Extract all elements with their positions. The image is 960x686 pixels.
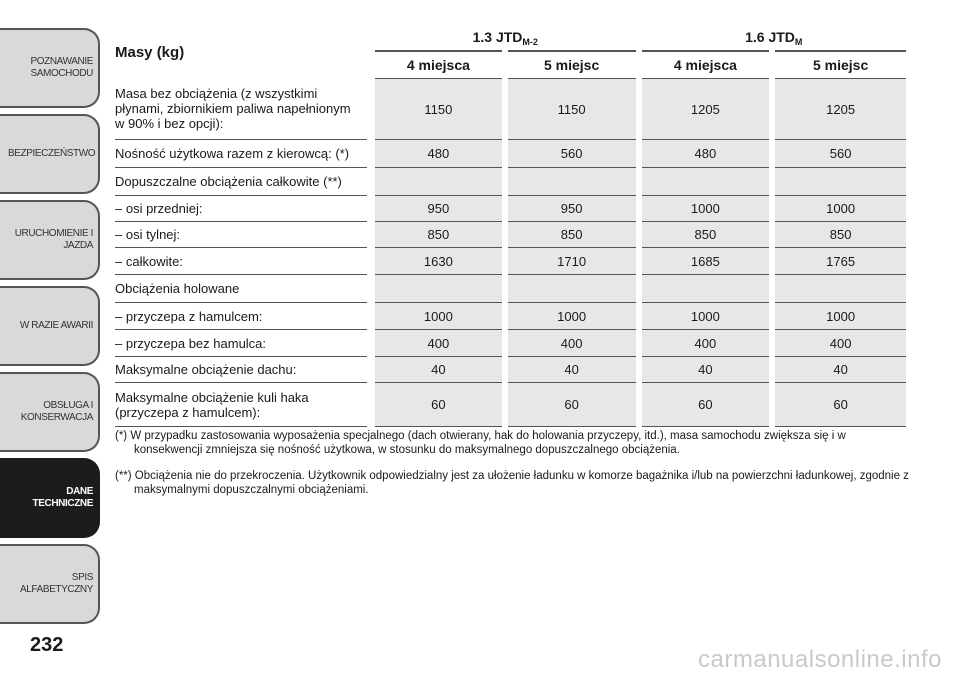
tab-poznawanie-samochodu[interactable] xyxy=(0,28,100,108)
row-value: 850 xyxy=(505,222,639,248)
row-label: – przyczepa z hamulcem: xyxy=(115,303,371,330)
row-label: Maksymalne obciążenie kuli haka (przyczepa z hamulcem): xyxy=(115,383,371,427)
tab-label: URUCHOMIENIE I JAZDA xyxy=(14,228,93,251)
row-value: 1765 xyxy=(772,248,906,275)
watermark: carmanualsonline.info xyxy=(698,646,942,673)
tab-obsluga-i-konserwacja[interactable] xyxy=(0,372,100,452)
table-row xyxy=(115,275,906,303)
mass-table-section xyxy=(115,26,909,508)
page-number: 232 xyxy=(30,634,64,656)
seats-header: 5 miejsc xyxy=(505,51,639,79)
row-value: 400 xyxy=(371,330,505,357)
table-row xyxy=(115,168,906,196)
row-value xyxy=(639,275,773,303)
row-value: 40 xyxy=(371,357,505,383)
row-label: Dopuszczalne obciążenia całkowite (**) xyxy=(115,168,371,196)
row-label: Nośność użytkowa razem z kierowcą: (*) xyxy=(115,140,371,168)
table-row xyxy=(115,357,906,383)
table-row xyxy=(115,248,906,275)
engine-name: 1.6 JTD xyxy=(745,29,795,45)
engine-header xyxy=(371,26,639,51)
row-value: 400 xyxy=(505,330,639,357)
footnote: (*) W przypadku zastosowania wyposażenia specjalnego (dach otwierany, hak do holowania przyczepy, itd.), masa samochodu zwiększa się i w konsekwencji zmniejsza się nośność użytkowa, w stosunku do maksymalnego dopuszczalnego obciążenia. xyxy=(115,430,846,456)
row-label: – całkowite: xyxy=(115,248,371,275)
row-value: 400 xyxy=(639,330,773,357)
table-row xyxy=(115,79,906,140)
seats-header: 5 miejsc xyxy=(772,51,906,79)
tab-label: BEZPIECZEŃSTWO xyxy=(8,148,96,159)
tab-label: POZNAWANIE SAMOCHODU xyxy=(30,56,93,79)
row-value: 1205 xyxy=(772,79,906,140)
table-row xyxy=(115,196,906,222)
row-label: – osi tylnej: xyxy=(115,222,371,248)
footnote: (**) Obciążenia nie do przekroczenia. Użytkownik odpowiedzialny jest za ułożenie ładunku w komorze bagażnika i/lub na powierzchni ładunkowej, zgodnie z maksymalnymi dopuszczalnymi obciążeniami. xyxy=(115,469,909,496)
tab-label: W RAZIE AWARII xyxy=(19,320,93,331)
row-value: 1000 xyxy=(772,303,906,330)
row-value: 1710 xyxy=(505,248,639,275)
tab-uruchomienie-i-jazda[interactable] xyxy=(0,200,100,280)
row-value xyxy=(772,168,906,196)
mass-table xyxy=(115,26,906,427)
row-value xyxy=(505,275,639,303)
table-title: Masy (kg) xyxy=(115,26,371,79)
row-value: 40 xyxy=(505,357,639,383)
seats-header: 4 miejsca xyxy=(371,51,505,79)
tab-label: OBSŁUGA I KONSERWACJA xyxy=(20,400,93,423)
tab-spis-alfabetyczny[interactable] xyxy=(0,544,100,624)
row-value xyxy=(639,168,773,196)
row-value: 1150 xyxy=(371,79,505,140)
row-value: 40 xyxy=(772,357,906,383)
row-value: 40 xyxy=(639,357,773,383)
row-value: 1205 xyxy=(639,79,773,140)
table-row xyxy=(115,303,906,330)
row-value xyxy=(371,168,505,196)
row-value: 60 xyxy=(772,383,906,427)
row-value: 850 xyxy=(772,222,906,248)
engine-subscript: M xyxy=(794,37,803,47)
row-value: 1000 xyxy=(772,196,906,222)
row-label: – osi przedniej: xyxy=(115,196,371,222)
tab-bezpieczenstwo[interactable] xyxy=(0,114,100,194)
table-row xyxy=(115,140,906,168)
row-value: 950 xyxy=(505,196,639,222)
row-value: 1630 xyxy=(371,248,505,275)
row-label: Maksymalne obciążenie dachu: xyxy=(115,357,371,383)
row-value: 60 xyxy=(371,383,505,427)
row-value: 1000 xyxy=(371,303,505,330)
tab-dane-techniczne[interactable] xyxy=(0,458,100,538)
row-value: 850 xyxy=(371,222,505,248)
row-value: 480 xyxy=(371,140,505,168)
engine-name: 1.3 JTD xyxy=(472,29,523,45)
row-value: 480 xyxy=(639,140,773,168)
row-value: 1000 xyxy=(639,196,773,222)
row-label: Masa bez obciążenia (z wszystkimi płynami, zbiornikiem paliwa napełnionym w 90% i bez opcji): xyxy=(115,79,371,140)
row-value: 60 xyxy=(505,383,639,427)
row-value: 950 xyxy=(371,196,505,222)
table-row xyxy=(115,222,906,248)
row-value: 400 xyxy=(772,330,906,357)
row-value: 850 xyxy=(639,222,773,248)
table-row xyxy=(115,383,906,427)
row-value: 1000 xyxy=(639,303,773,330)
engine-header xyxy=(639,26,907,51)
row-value: 1685 xyxy=(639,248,773,275)
chapter-tabs xyxy=(0,28,100,630)
row-value xyxy=(505,168,639,196)
tab-w-razie-awarii[interactable] xyxy=(0,286,100,366)
seats-header: 4 miejsca xyxy=(639,51,773,79)
row-value: 560 xyxy=(772,140,906,168)
tab-label: DANE TECHNICZNE xyxy=(32,486,93,509)
row-value: 1150 xyxy=(505,79,639,140)
row-value xyxy=(772,275,906,303)
row-value: 560 xyxy=(505,140,639,168)
row-value xyxy=(371,275,505,303)
table-row xyxy=(115,330,906,357)
row-label: – przyczepa bez hamulca: xyxy=(115,330,371,357)
row-value: 1000 xyxy=(505,303,639,330)
row-value: 60 xyxy=(639,383,773,427)
row-label: Obciążenia holowane xyxy=(115,275,371,303)
engine-subscript: M-2 xyxy=(522,37,538,47)
tab-label: SPIS ALFABETYCZNY xyxy=(20,572,93,595)
